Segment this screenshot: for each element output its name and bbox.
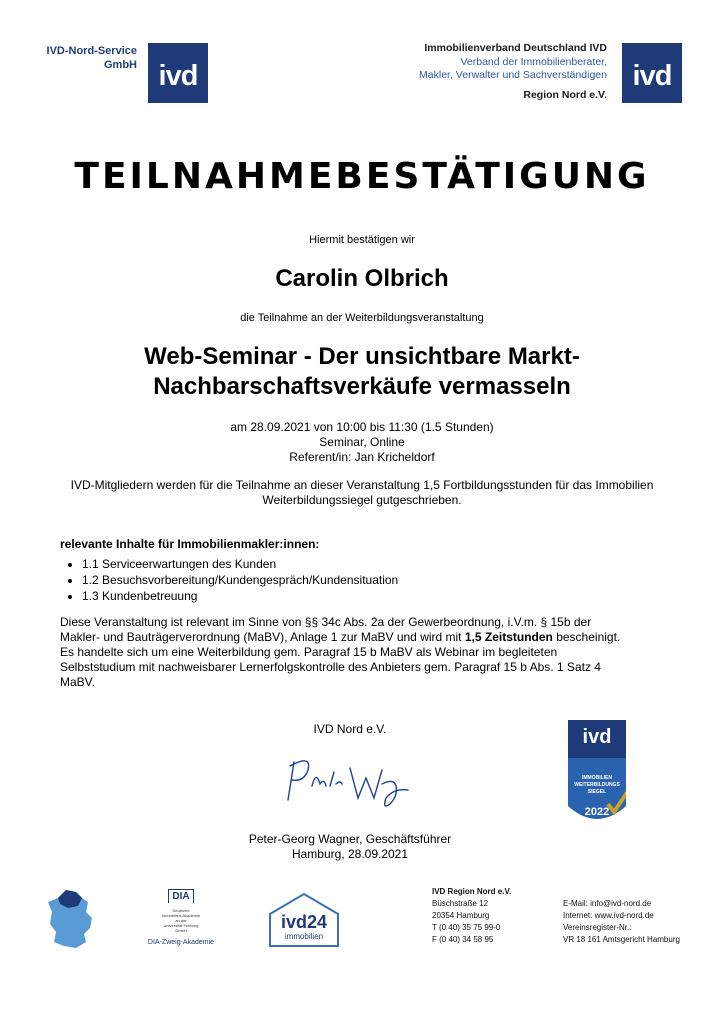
legal-line1: Diese Veranstaltung ist relevant im Sinne von §§ 34c Abs. 2a der Gewerbeordnung, i.V.m. § 15b der (60, 615, 592, 629)
legal-line2 (60, 630, 660, 645)
seal-line3: SIEGEL (587, 789, 607, 795)
legal-line2-pre: Makler- und Bauträgerverordnung (MaBV), Anlage 1 zur MaBV und wird mit (60, 630, 465, 644)
credit-note (0, 478, 724, 508)
ivd-logo-right-text: ivd (632, 60, 672, 92)
left-organization (22, 44, 137, 72)
event-title-line2: Nachbarschaftsverkäufe vermasseln (153, 373, 571, 400)
event-format: Seminar, Online (319, 435, 405, 449)
signer-name: Peter-Georg Wagner, Geschäftsführer (248, 832, 452, 846)
footer-address (432, 886, 511, 946)
footer-street: Büschstraße 12 (432, 899, 489, 908)
event-details (0, 420, 724, 465)
legal-text (60, 615, 660, 690)
dia-small4: Universität Freiburg (163, 923, 199, 928)
footer-web: Internet: www.ivd-nord.de (563, 911, 654, 920)
footer-email: E-Mail: info@ivd-nord.de (563, 899, 652, 908)
credit-line1: IVD-Mitgliedern werden für die Teilnahme an dieser Veranstaltung 1,5 Fortbildungsstunden für das Immobilien (70, 478, 654, 492)
weiterbildungssiegel-badge (568, 720, 626, 830)
topics-title: relevante Inhalte für Immobilienmakler:innen: (60, 537, 320, 551)
footer-register: VR 18 161 Amtsgericht Hamburg (563, 935, 680, 944)
dia-small1: Deutsche (172, 908, 190, 913)
participation-text: die Teilnahme an der Weiterbildungsveranstaltung (240, 312, 484, 324)
legal-hours: 1,5 Zeitstunden (464, 630, 553, 644)
legal-line5: MaBV. (60, 675, 95, 689)
footer-contact (563, 898, 680, 946)
left-org-line1: IVD-Nord-Service (46, 45, 137, 57)
germany-map-icon (46, 888, 96, 950)
topic-item: • 1.1 Serviceerwartungen des Kunden (82, 556, 398, 572)
right-org-line2: Verband der Immobilienberater, (460, 55, 607, 68)
place-date: Hamburg, 28.09.2021 (291, 847, 409, 861)
seal-text (568, 775, 626, 796)
dia-logo (138, 886, 224, 946)
dia-logo-mark: DIA (168, 889, 193, 903)
topic-item: • 1.3 Kundenbetreuung (82, 588, 398, 604)
ivd24-logo (268, 892, 340, 948)
participant-name: Carolin Olbrich (275, 265, 449, 292)
footer-register-label: Vereinsregister-Nr.: (563, 923, 632, 932)
ivd-logo-left (148, 43, 208, 103)
event-title (0, 342, 724, 402)
right-organization (347, 42, 607, 102)
legal-line4: Selbststudium mit nachweisbarer Lernerfolgskontrolle des Anbieters gem. Paragraf 15 b Abs. 1 Satz 4 (60, 660, 601, 674)
event-title-line1: Web-Seminar - Der unsichtbare Markt- (144, 343, 580, 370)
ivd-logo-right (622, 43, 682, 103)
footer-org-name: IVD Region Nord e.V. (432, 887, 512, 896)
ivd24-sub: immobilien (284, 932, 324, 941)
seal-line1: IMMOBILIEN (582, 775, 612, 781)
legal-line3: Es handelte sich um eine Weiterbildung gem. Paragraf 15 b MaBV als Webinar im begleiteten (60, 645, 558, 659)
ivd24-text: ivd24 (280, 912, 328, 932)
topic-item: • 1.2 Besuchsvorbereitung/Kundengespräch/Kundensituation (82, 572, 398, 588)
legal-line2-post: bescheinigt. (552, 630, 621, 644)
dia-small3: an der (175, 918, 187, 923)
signature-org: IVD Nord e.V. (313, 722, 387, 736)
topics-list (60, 556, 398, 604)
event-speaker: Referent/in: Jan Kricheldorf (289, 450, 435, 464)
footer-fax: F (0 40) 34 58 95 (432, 935, 494, 944)
certificate-title: TEILNAHMEBESTÄTIGUNG (74, 156, 650, 197)
dia-small2: Immobilien-Akademie (161, 913, 201, 918)
right-org-line3: Makler, Verwalter und Sachverständigen (419, 69, 607, 81)
signer-block (200, 832, 500, 862)
dia-small5: GmbH (175, 928, 187, 933)
seal-line2: WEITERBILDUNGS (574, 782, 620, 788)
right-org-line4: Region Nord e.V. (523, 88, 607, 101)
seal-year: 2022 (584, 806, 610, 818)
ivd-logo-left-text: ivd (158, 60, 198, 92)
handwritten-signature (278, 748, 428, 824)
right-org-line1: Immobilienverband Deutschland IVD (424, 42, 607, 54)
credit-line2: Weiterbildungssiegel gutgeschrieben. (262, 493, 462, 507)
confirm-text: Hiermit bestätigen wir (309, 234, 415, 246)
footer-phone: T (0 40) 35 75 99-0 (432, 923, 501, 932)
dia-name: DIA-Zweig-Akademie (147, 939, 215, 946)
dia-small-print (138, 908, 224, 933)
footer-city: 20354 Hamburg (432, 911, 490, 920)
seal-logo: ivd (582, 726, 612, 748)
left-org-line2: GmbH (104, 59, 137, 71)
event-date: am 28.09.2021 von 10:00 bis 11:30 (1.5 Stunden) (230, 420, 494, 434)
